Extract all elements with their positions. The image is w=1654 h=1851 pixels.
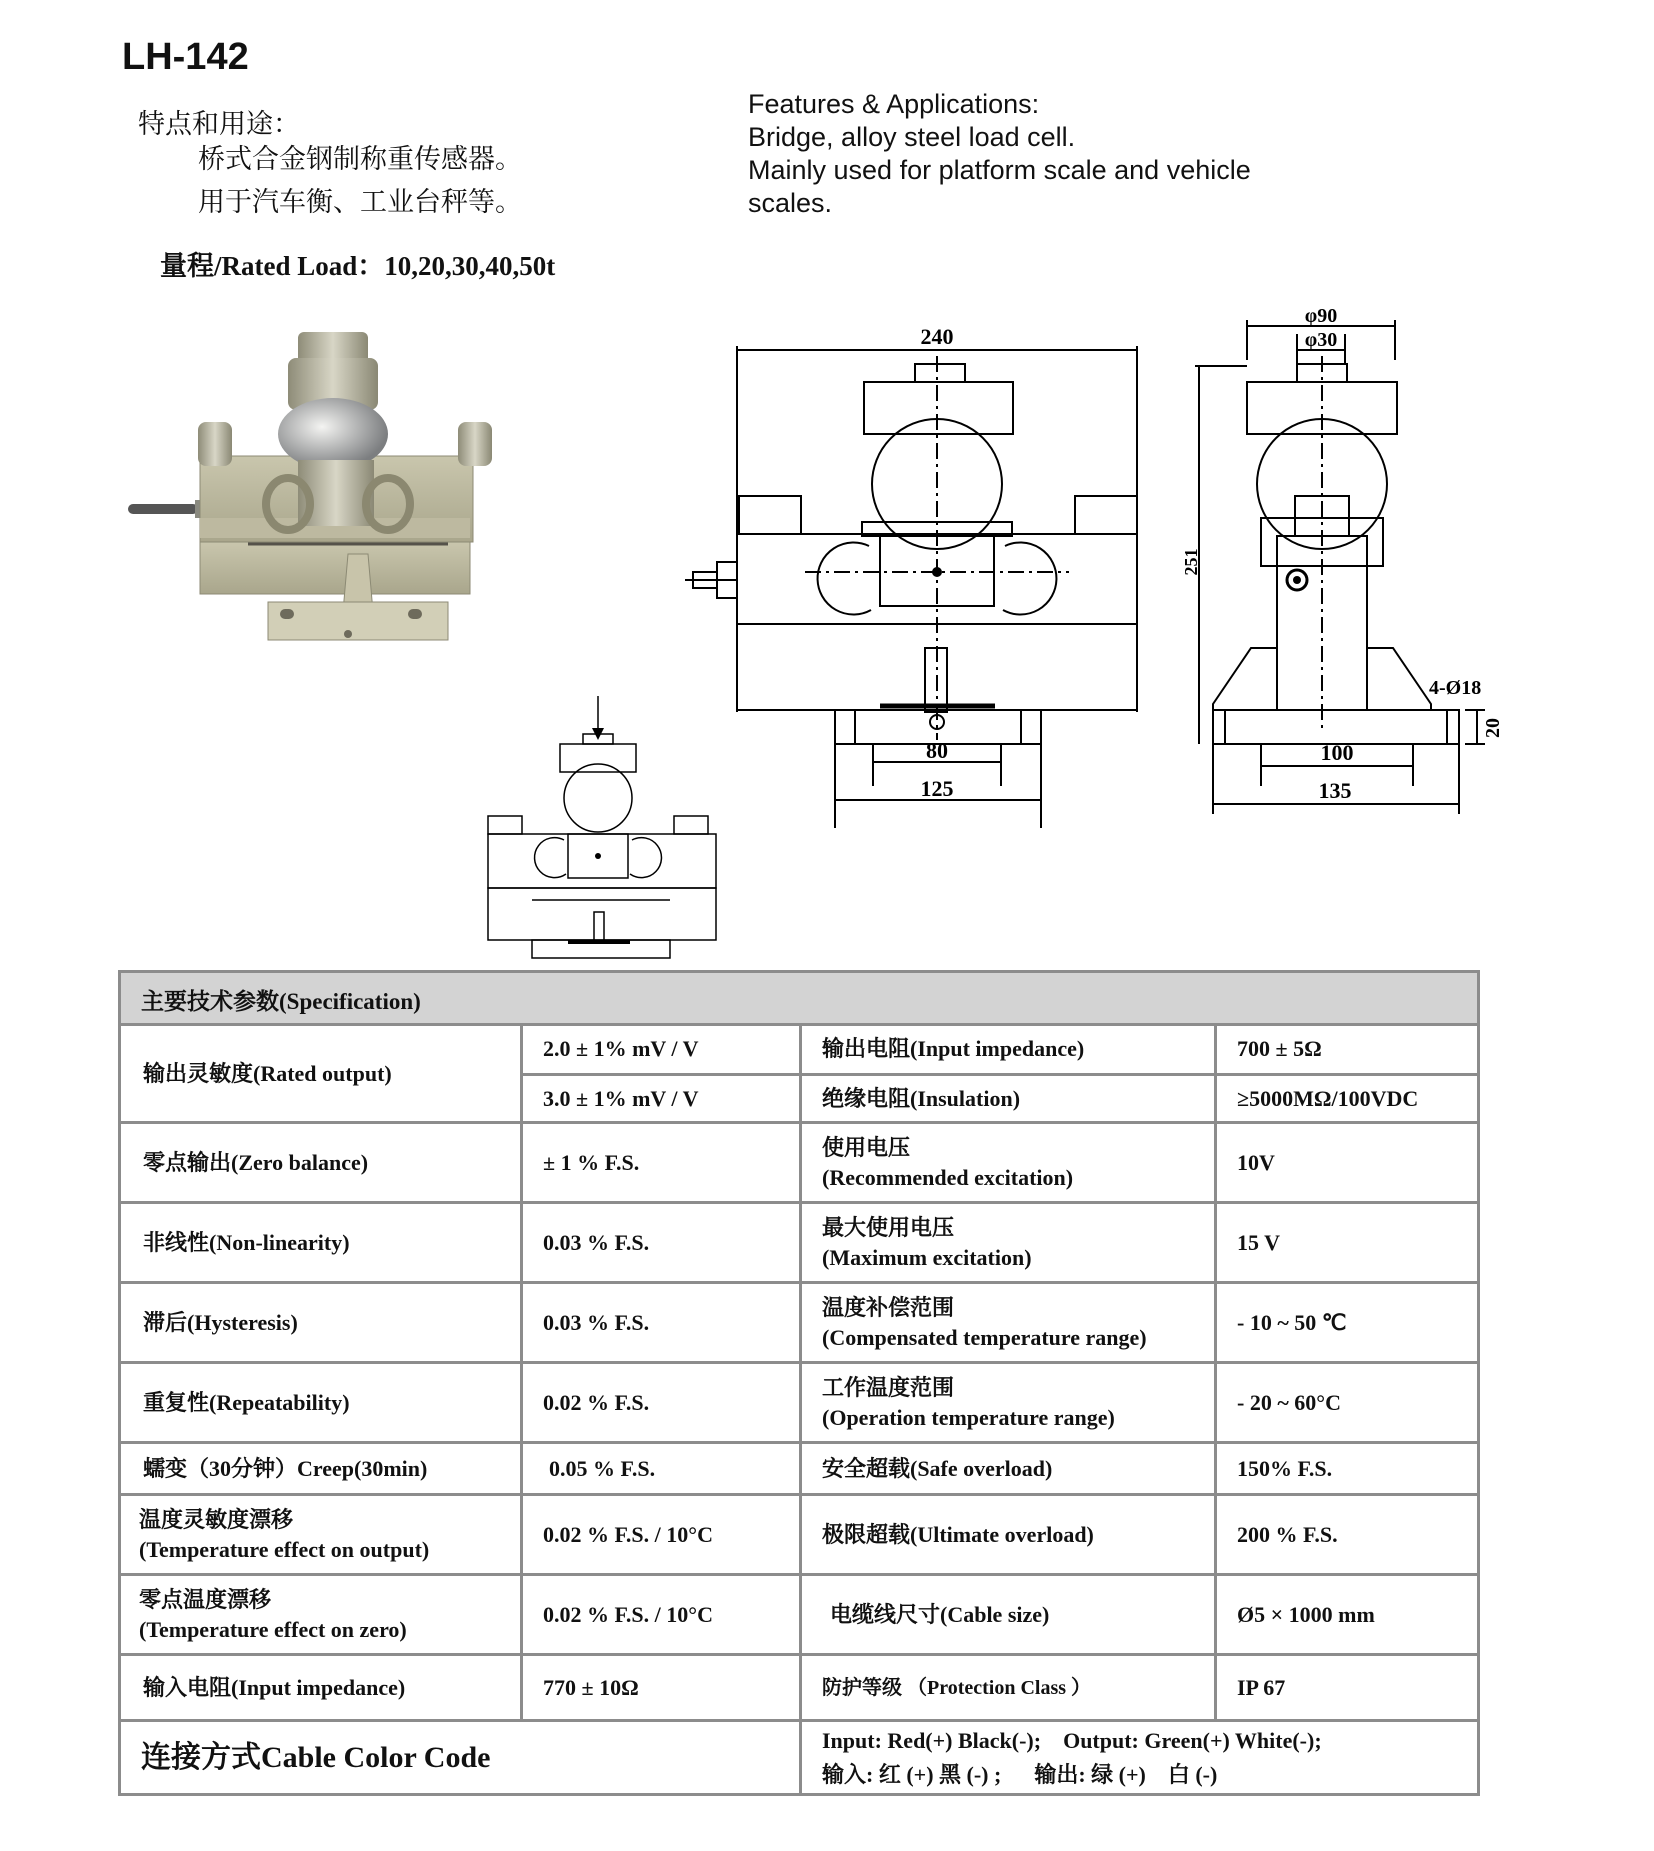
en-features-heading: Features & Applications: <box>748 89 1040 119</box>
non-linearity-label: 非线性(Non-linearity) <box>121 1204 523 1281</box>
label-cn: 工作温度范围 <box>822 1374 955 1400</box>
label-en: (Temperature effect on output) <box>139 1536 430 1562</box>
spec-table-header <box>121 973 1477 1026</box>
input-impedance-label: 输出电阻(Input impedance) <box>802 1026 1217 1121</box>
maximum-excitation-label <box>802 1204 1217 1281</box>
input-impedance-2-value: 770 ± 10Ω <box>523 1656 802 1719</box>
cable-code-en: Input: Red(+) Black(-); Output: Green(+) White(-); <box>822 1727 1322 1753</box>
label-en: (Compensated temperature range) <box>822 1324 1147 1350</box>
insulation-value: ≥5000MΩ/100VDC <box>1237 1085 1419 1111</box>
cable-code-cn: 输入: 红 (+) 黑 (-) ; 输出: 绿 (+) 白 (-) <box>822 1761 1218 1787</box>
label-cn: 使用电压 <box>822 1134 911 1160</box>
en-features <box>748 88 1308 220</box>
label-en: (Operation temperature range) <box>822 1404 1115 1430</box>
rated-output-label: 输出灵敏度(Rated output) <box>121 1026 523 1121</box>
rated-load: 量程/Rated Load：10,20,30,40,50t <box>160 251 556 281</box>
safe-overload-value: 150% F.S. <box>1237 1455 1333 1481</box>
en-features-line-2: Mainly used for platform scale and vehicle <box>748 155 1251 185</box>
zero-balance-value: ± 1 % F.S. <box>523 1124 802 1201</box>
protection-class-label: 防护等级 （Protection Class ） <box>802 1656 1217 1719</box>
rated-output-value-1: 2.0 ± 1% mV / V <box>523 1026 802 1121</box>
side-foot-inner-label: 100 <box>1320 740 1354 765</box>
en-features-line-3: scales. <box>748 188 833 218</box>
cn-features-line-1: 桥式合金钢制称重传感器。 <box>198 144 522 174</box>
temp-effect-zero-value: 0.02 % F.S. / 10°C <box>523 1576 802 1653</box>
hysteresis-label: 滞后(Hysteresis) <box>121 1284 523 1361</box>
cable-size-label: 电缆线尺寸(Cable size) <box>802 1576 1217 1653</box>
insulation-label: 绝缘电阻(Insulation) <box>802 1076 1217 1121</box>
hysteresis-value: 0.03 % F.S. <box>523 1284 802 1361</box>
ultimate-overload-value: 200 % F.S. <box>1237 1521 1338 1547</box>
table-row <box>121 1284 1477 1364</box>
table-row <box>121 1576 1477 1656</box>
table-row <box>121 1204 1477 1284</box>
input-impedance-2-label: 输入电阻(Input impedance) <box>121 1656 523 1719</box>
compensated-temperature-label <box>802 1284 1217 1361</box>
maximum-excitation-value: 15 V <box>1237 1229 1280 1255</box>
repeatability-value: 0.02 % F.S. <box>523 1364 802 1441</box>
label-en: (Maximum excitation) <box>822 1244 1032 1270</box>
table-row <box>121 1496 1477 1576</box>
side-holes-label: 4-Ø18 <box>1429 677 1482 699</box>
protection-class-value: IP 67 <box>1237 1674 1286 1700</box>
side-foot-outer-label: 135 <box>1318 778 1352 803</box>
front-foot-outer-label: 125 <box>920 776 954 801</box>
label-en: (Recommended excitation) <box>822 1164 1074 1190</box>
label-cn: 最大使用电压 <box>822 1214 955 1240</box>
creep-value: 0.05 % F.S. <box>523 1444 802 1493</box>
repeatability-label: 重复性(Repeatability) <box>121 1364 523 1441</box>
cable-size-value: Ø5 × 1000 mm <box>1237 1601 1375 1627</box>
front-foot-inner-label: 80 <box>926 738 948 763</box>
recommended-excitation-value: 10V <box>1237 1149 1275 1175</box>
front-width-label: 240 <box>920 324 954 349</box>
table-row <box>121 1364 1477 1444</box>
model-title: LH-142 <box>122 36 249 78</box>
table-row <box>121 1124 1477 1204</box>
spec-table-title: 主要技术参数(Specification) <box>141 989 421 1014</box>
label-en: (Temperature effect on zero) <box>139 1616 407 1642</box>
side-base-height-label: 20 <box>1482 718 1504 738</box>
temp-effect-output-value: 0.02 % F.S. / 10°C <box>523 1496 802 1573</box>
temp-effect-zero-label <box>121 1576 523 1653</box>
cable-color-code-label: 连接方式Cable Color Code <box>121 1722 802 1793</box>
cn-features-heading: 特点和用途： <box>138 109 300 139</box>
compensated-temperature-value: - 10 ~ 50 ℃ <box>1237 1309 1347 1335</box>
side-view-drawing <box>1181 300 1505 820</box>
side-inner-dia-label: φ30 <box>1304 329 1338 351</box>
temp-effect-output-label <box>121 1496 523 1573</box>
spec-table <box>118 970 1480 1796</box>
safe-overload-label: 安全超载(Safe overload) <box>802 1444 1217 1493</box>
label-cn: 温度补偿范围 <box>822 1294 955 1320</box>
table-row <box>121 1722 1477 1793</box>
input-impedance-value: 700 ± 5Ω <box>1237 1036 1322 1061</box>
table-row <box>121 1026 1477 1124</box>
creep-label: 蠕变（30分钟）Creep(30min) <box>121 1444 523 1493</box>
loading-diagram <box>480 690 740 960</box>
load-cell-photo <box>128 322 468 662</box>
cn-features-line-2: 用于汽车衡、工业台秤等。 <box>198 187 522 217</box>
label-cn: 温度灵敏度漂移 <box>139 1506 294 1532</box>
ultimate-overload-label: 极限超载(Ultimate overload) <box>802 1496 1217 1573</box>
side-height-label: 251 <box>1181 548 1201 576</box>
rated-output-value-2: 3.0 ± 1% mV / V <box>523 1076 802 1121</box>
zero-balance-label: 零点输出(Zero balance) <box>121 1124 523 1201</box>
operation-temperature-label <box>802 1364 1217 1441</box>
table-row <box>121 1656 1477 1722</box>
cable-color-code-value <box>802 1722 1477 1793</box>
en-features-line-1: Bridge, alloy steel load cell. <box>748 122 1076 152</box>
label-cn: 零点温度漂移 <box>139 1586 272 1612</box>
table-row <box>121 1444 1477 1496</box>
operation-temperature-value: - 20 ~ 60°C <box>1237 1389 1341 1415</box>
side-outer-dia-label: φ90 <box>1304 305 1338 327</box>
non-linearity-value: 0.03 % F.S. <box>523 1204 802 1281</box>
recommended-excitation-label <box>802 1124 1217 1201</box>
